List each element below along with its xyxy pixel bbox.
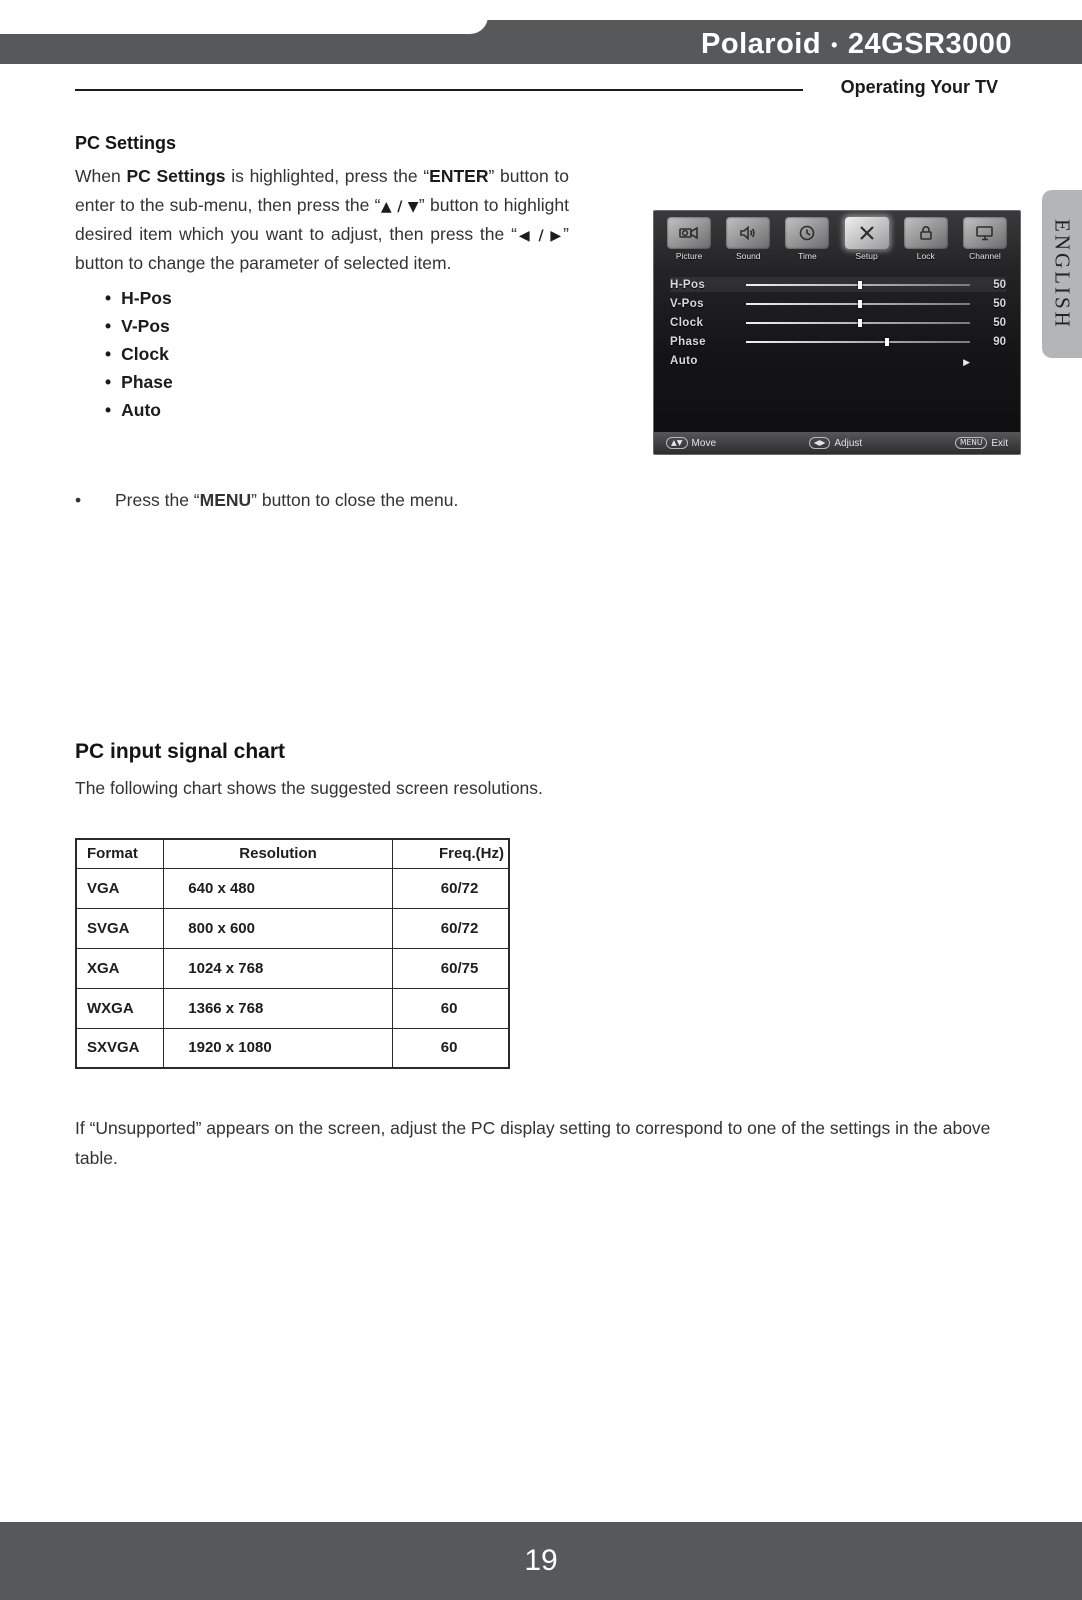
vpos-slider <box>746 303 970 305</box>
list-item: • Clock <box>105 344 569 365</box>
header-notch <box>0 0 488 34</box>
osd-tab-picture: Picture <box>661 217 717 261</box>
osd-tab-time: Time <box>779 217 835 261</box>
language-side-tab <box>1042 190 1082 358</box>
language-label: ENGLISH <box>1050 218 1075 330</box>
right-arrow-icon: ▶ <box>963 357 970 368</box>
pc-settings-section <box>75 133 569 428</box>
speaker-icon <box>726 217 770 249</box>
osd-tab-channel: Channel <box>957 217 1013 261</box>
tools-icon <box>845 217 889 249</box>
left-right-keys-icon: ◀▶ <box>809 437 831 449</box>
list-item: • H-Pos <box>105 288 569 309</box>
close-menu-text: Press the “MENU” button to close the menu. <box>115 490 459 510</box>
clock-slider <box>746 322 970 324</box>
phase-slider <box>746 341 970 343</box>
osd-hint-adjust: ◀▶ Adjust <box>809 437 862 449</box>
pc-settings-heading: PC Settings <box>75 133 177 153</box>
list-item: • Auto <box>105 400 569 421</box>
column-header-format: Format <box>76 839 164 868</box>
osd-menu-items <box>670 277 1006 372</box>
hpos-slider <box>746 284 970 286</box>
tv-osd-screenshot <box>653 210 1021 455</box>
osd-tab-sound: Sound <box>720 217 776 261</box>
osd-item-auto: Auto ▶ <box>670 354 970 368</box>
page-number: 19 <box>524 1544 558 1577</box>
table-row: SVGA 800 x 600 60/72 <box>76 908 509 948</box>
osd-tab-setup: Setup <box>839 217 895 261</box>
signal-chart-heading: PC input signal chart <box>75 740 286 763</box>
model-number: 24GSR3000 <box>847 27 1012 60</box>
section-divider-rule <box>75 89 803 91</box>
monitor-icon <box>963 217 1007 249</box>
pc-settings-paragraph: When PC Settings is highlighted, press the “ENTER” button to enter to the sub-menu, then press the “▲ / ▼” button to highlight desired item which you want to adjust, then press the “◀ / ▶” button to change the parameter of selected item. <box>75 166 569 274</box>
menu-key-icon: MENU <box>955 437 987 449</box>
brand-logo <box>701 24 1012 64</box>
section-title: Operating Your TV <box>840 77 998 97</box>
osd-item-clock: Clock 50 <box>670 316 1006 329</box>
list-item: • V-Pos <box>105 316 569 337</box>
bullet-marker: • <box>75 490 82 510</box>
signal-chart-subtitle: The following chart shows the suggested screen resolutions. <box>75 778 543 798</box>
table-row: VGA 640 x 480 60/72 <box>76 868 509 908</box>
left-right-arrow-keys: ◀ / ▶ <box>516 228 564 245</box>
lock-icon <box>904 217 948 249</box>
table-row: WXGA 1366 x 768 60 <box>76 988 509 1028</box>
column-header-resolution: Resolution <box>164 839 393 868</box>
signal-chart-section <box>75 740 1015 799</box>
osd-item-phase: Phase 90 <box>670 335 1006 348</box>
brand-name: Polaroid <box>701 27 822 60</box>
column-header-freq: Freq.(Hz) <box>392 839 509 868</box>
close-menu-note <box>75 490 695 511</box>
osd-hint-bar <box>654 432 1020 454</box>
clock-icon <box>785 217 829 249</box>
osd-hint-move: ▲▼ Move <box>666 437 716 449</box>
table-row: SXVGA 1920 x 1080 60 <box>76 1028 509 1068</box>
resolution-table <box>75 838 510 1069</box>
osd-item-hpos: H-Pos 50 <box>670 278 1006 291</box>
osd-item-vpos: V-Pos 50 <box>670 297 1006 310</box>
up-down-arrow-keys: ▲ / ▼ <box>380 199 419 216</box>
table-header-row <box>76 839 509 868</box>
camera-icon <box>667 217 711 249</box>
brand-separator-dot: • <box>831 34 838 55</box>
list-item: • Phase <box>105 372 569 393</box>
table-row: XGA 1024 x 768 60/75 <box>76 948 509 988</box>
pc-settings-item-list <box>105 288 569 421</box>
osd-hint-exit: MENU Exit <box>955 437 1008 449</box>
unsupported-note: If “Unsupported” appears on the screen, adjust the PC display setting to correspond to one of the settings in the above table. <box>75 1118 991 1168</box>
osd-tab-lock: Lock <box>898 217 954 261</box>
osd-tab-row <box>654 211 1020 263</box>
up-down-keys-icon: ▲▼ <box>666 437 688 449</box>
footer-bar <box>0 1522 1082 1600</box>
